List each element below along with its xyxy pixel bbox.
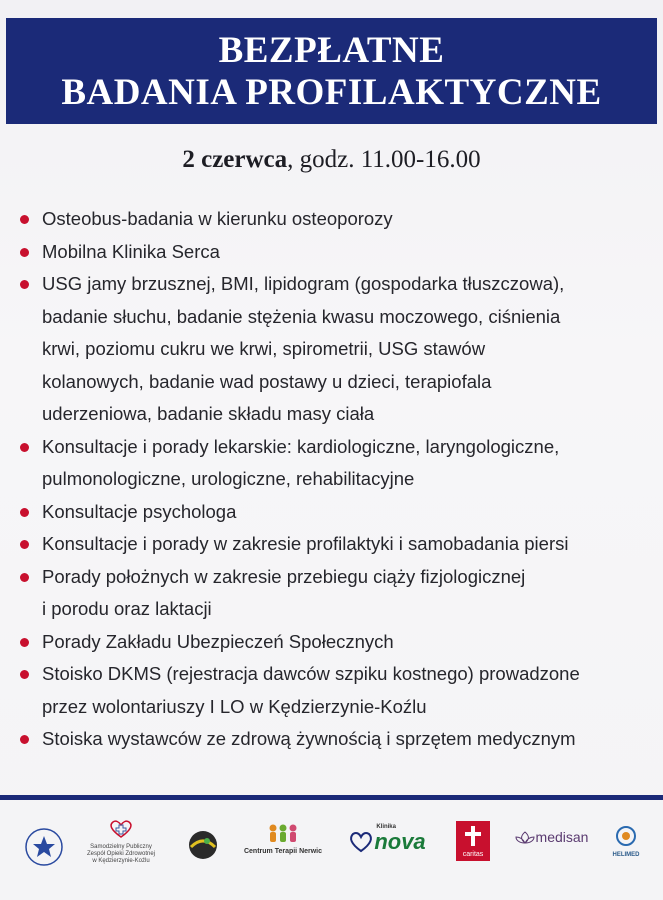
nova-wordmark: nova xyxy=(374,829,426,854)
eye-circle-icon xyxy=(613,825,639,847)
list-item-line: Stoiska wystawców ze zdrową żywnością i sprzętem medycznym xyxy=(42,728,576,749)
dcb-logo xyxy=(183,829,223,866)
list-item-line: Stoisko DKMS (rejestracja dawców szpiku kostnego) prowadzone xyxy=(42,663,580,684)
list-item xyxy=(18,723,648,756)
bullet-icon xyxy=(20,248,29,257)
services-list xyxy=(18,203,648,756)
star-ribbon-icon xyxy=(24,827,64,867)
bullet-icon xyxy=(20,735,29,744)
list-item-line: kolanowych, badanie wad postawy u dzieci, terapiofala xyxy=(42,370,492,392)
bullet-icon xyxy=(20,215,29,224)
list-item-line: Osteobus-badania w kierunku osteoporozy xyxy=(42,208,393,229)
lotus-icon xyxy=(514,831,536,845)
list-item-line: Konsultacje psychologa xyxy=(42,500,237,522)
list-item xyxy=(18,431,648,496)
klinika-nova-logo xyxy=(338,824,436,855)
list-item xyxy=(18,268,648,431)
header-banner xyxy=(6,18,657,124)
bullet-icon xyxy=(20,508,29,517)
date-hours: , godz. 11.00-16.00 xyxy=(287,146,481,173)
cross-heart-icon xyxy=(107,819,135,839)
medisan-logo xyxy=(508,829,594,847)
centrum-terapii-nerwic-logo xyxy=(238,823,328,855)
list-item-line: Konsultacje i porady w zakresie profilaktyki i samobadania piersi xyxy=(42,533,569,554)
heart-outline-icon xyxy=(348,831,374,853)
list-item-line: Mobilna Klinika Serca xyxy=(42,240,220,262)
list-item xyxy=(18,236,648,269)
list-item-line: Porady Zakładu Ubezpieczeń Społecznych xyxy=(42,630,394,652)
heliomed-logo xyxy=(606,825,646,858)
spzoz-caption-3: w Kędzierzynie-Koźlu xyxy=(92,858,150,864)
divider xyxy=(0,795,663,800)
bullet-icon xyxy=(20,443,29,452)
bullet-icon xyxy=(20,670,29,679)
title-line-1: BEZPŁATNE xyxy=(218,30,445,71)
bullet-icon xyxy=(20,540,29,549)
centrum-caption: Centrum Terapii Nerwic xyxy=(243,848,323,855)
list-item-line: uderzeniowa, badanie składu masy ciała xyxy=(42,403,375,424)
spzoz-caption-1: Samodzielny Publiczny xyxy=(90,844,152,850)
people-icon xyxy=(263,823,303,843)
list-item-line: badanie słuchu, badanie stężenia kwasu moczowego, ciśnienia xyxy=(42,305,561,327)
oncology-association-logo xyxy=(20,827,68,872)
bullet-icon xyxy=(20,280,29,289)
bullet-icon xyxy=(20,638,29,647)
list-item xyxy=(18,561,648,626)
heliomed-label: HELIMED xyxy=(612,852,640,858)
list-item-line: pulmonologiczne, urologiczne, rehabilitacyjne xyxy=(42,468,415,489)
medisan-wordmark: medisan xyxy=(535,829,589,845)
flame-cross-icon xyxy=(456,821,490,851)
list-item xyxy=(18,528,648,561)
spzoz-caption-2: Zespół Opieki Zdrowotnej xyxy=(86,851,156,857)
list-item-line: USG jamy brzusznej, BMI, lipidogram (gospodarka tłuszczowa), xyxy=(42,273,565,294)
date-day: 2 czerwca xyxy=(182,146,288,173)
list-item-line: i porodu oraz laktacji xyxy=(42,598,212,619)
list-item-line: Porady położnych w zakresie przebiegu ciąży fizjologicznej xyxy=(42,565,526,587)
bullet-icon xyxy=(20,573,29,582)
list-item-line: krwi, poziomu cukru we krwi, spirometrii, USG stawów xyxy=(42,338,486,359)
caritas-cross-icon xyxy=(456,821,490,861)
spzoz-logo xyxy=(82,819,160,865)
klinika-label: Klinika xyxy=(376,824,396,830)
list-item xyxy=(18,203,648,236)
list-item xyxy=(18,496,648,529)
sponsor-logos xyxy=(0,815,663,885)
event-date xyxy=(0,146,663,174)
list-item-line: Konsultacje i porady lekarskie: kardiologiczne, laryngologiczne, xyxy=(42,435,560,457)
title-line-2: BADANIA PROFILAKTYCZNE xyxy=(61,72,602,113)
list-item-line: przez wolontariuszy I LO w Kędzierzynie-Koźlu xyxy=(42,695,427,717)
caritas-logo xyxy=(450,821,496,861)
caritas-label: caritas xyxy=(462,851,484,858)
list-item xyxy=(18,658,648,723)
dcb-emblem-icon xyxy=(185,829,221,861)
list-item xyxy=(18,626,648,659)
